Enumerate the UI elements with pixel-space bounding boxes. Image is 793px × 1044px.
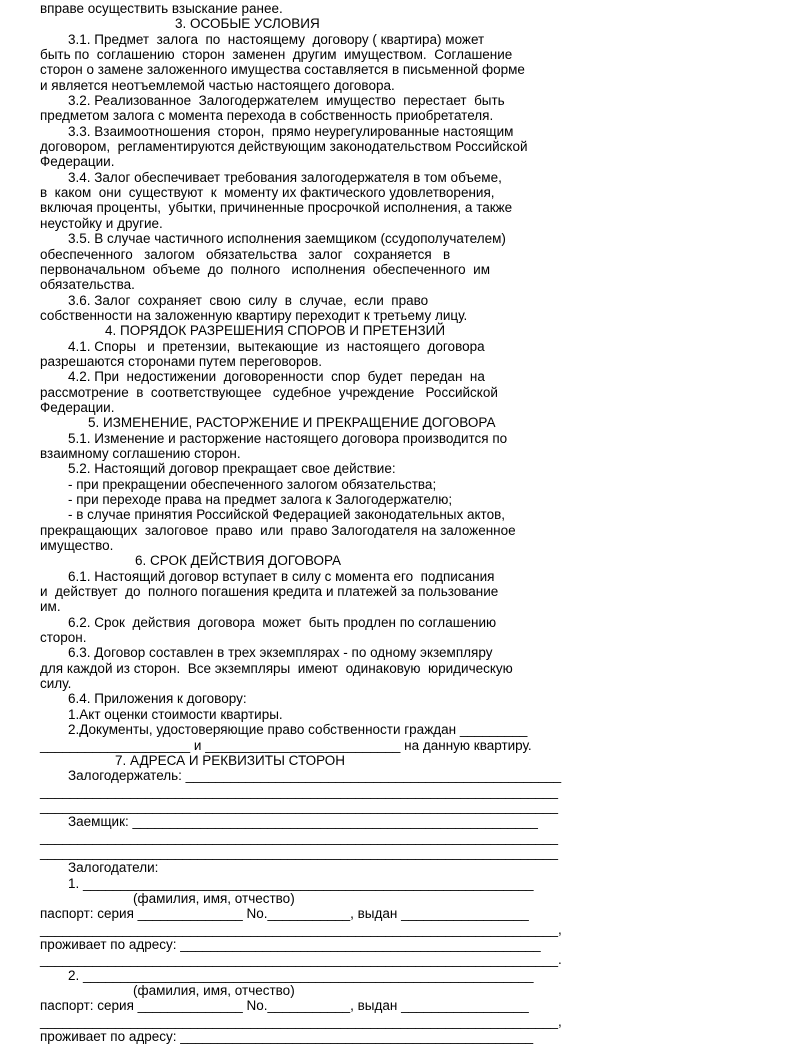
document-line: 6.1. Настоящий договор вступает в силу с момента его подписания: [68, 568, 495, 584]
document-line: включая проценты, убытки, причиненные просрочкой исполнения, а также: [40, 200, 513, 216]
document-line: Федерации.: [40, 399, 115, 415]
document-line: 2.Документы, удостоверяющие право собственности граждан _________: [68, 722, 528, 738]
document-line: договором, регламентируются действующим законодательством Российской: [40, 139, 528, 155]
document-line: 3.4. Залог обеспечивает требования залогодержателя в том объеме,: [68, 169, 502, 185]
document-line: _____________________________________________________________________: [40, 783, 559, 799]
document-line: неустойку и другие.: [40, 215, 163, 231]
document-line: 3.2. Реализованное Залогодержателем имущество перестает быть: [68, 93, 505, 109]
document-line: вправе осуществить взыскание ранее.: [40, 1, 283, 16]
document-line: 5.2. Настоящий договор прекращает свое действие:: [68, 461, 396, 477]
section-heading: 3. ОСОБЫЕ УСЛОВИЯ: [175, 16, 320, 32]
document-line: имущество.: [40, 538, 114, 554]
document-line: в каком они существуют к моменту их фактического удовлетворения,: [40, 185, 495, 201]
document-line: Заемщик: ______________________________________________________: [68, 814, 538, 830]
document-line: _____________________________________________________________________: [40, 829, 559, 845]
document-line: сторон.: [40, 630, 87, 646]
section-heading: 4. ПОРЯДОК РАЗРЕШЕНИЯ СПОРОВ И ПРЕТЕНЗИЙ: [105, 323, 446, 339]
document-line: для каждой из сторон. Все экземпляры имеют одинаковую юридическую: [40, 660, 513, 676]
document-line: собственности на заложенную квартиру переходит к третьему лицу.: [40, 307, 468, 323]
document-line: 3.1. Предмет залога по настоящему договору ( квартира) может: [68, 31, 485, 47]
document-line: прекращающих залоговое право или право Залогодателя на заложенное: [40, 522, 516, 538]
document-line: проживает по адресу: ________________________________________________: [40, 936, 541, 952]
document-line: Залогодержатель: __________________________________________________: [68, 768, 562, 784]
document-line: 3.6. Залог сохраняет свою силу в случае, если право: [68, 292, 429, 308]
document-line: силу.: [40, 676, 72, 692]
document-line: и является неотъемлемой частью настоящего договора.: [40, 77, 395, 93]
section-heading: 6. СРОК ДЕЙСТВИЯ ДОГОВОРА: [135, 553, 342, 569]
document-line: 4.2. При недостижении договоренности спор будет передан на: [68, 369, 485, 385]
document-line: 2. ____________________________________________________________: [68, 967, 534, 983]
document-line: - при прекращении обеспеченного залогом обязательства;: [68, 476, 437, 492]
document-line: 6.4. Приложения к договору:: [68, 691, 247, 707]
document-line: 4.1. Споры и претензии, вытекающие из настоящего договора: [68, 338, 485, 354]
section-heading: 7. АДРЕСА И РЕКВИЗИТЫ СТОРОН: [115, 752, 346, 768]
document-line: - при переходе права на предмет залога к Залогодержателю;: [68, 492, 453, 507]
document-line: _____________________________________________________________________,: [40, 921, 562, 937]
document-line: сторон о замене заложенного имущества составляется в письменной форме: [40, 62, 525, 78]
document-line: ____________________ и __________________________ на данную квартиру.: [40, 737, 532, 753]
document-line: взаимному соглашению сторон.: [40, 445, 241, 461]
document-line: - в случае принятия Российской Федерацией законодательных актов,: [68, 507, 506, 523]
document-line: рассмотрение в соответствующее судебное учреждение Российской: [40, 384, 498, 400]
document-line: обеспеченного залогом обязательства залог сохраняется в: [40, 246, 451, 262]
document-line: 1. ____________________________________________________________: [68, 875, 534, 891]
document-line: 6.2. Срок действия договора может быть продлен по соглашению: [68, 614, 497, 630]
document-line: _____________________________________________________________________: [40, 844, 559, 860]
section-heading: 5. ИЗМЕНЕНИЕ, РАСТОРЖЕНИЕ И ПРЕКРАЩЕНИЕ ДОГОВОРА: [88, 415, 496, 431]
document-line: 1.Акт оценки стоимости квартиры.: [68, 706, 283, 722]
document-line: Федерации.: [40, 154, 115, 170]
document-line: обязательства.: [40, 277, 135, 293]
document-line: предметом залога с момента перехода в собственность приобретателя.: [40, 108, 494, 124]
document-line: (фамилия, имя, отчество): [133, 890, 295, 906]
document-page: [40, 1, 580, 1044]
document-line: первоначальном объеме до полного исполнения обеспеченного им: [40, 261, 490, 277]
document-line: проживает по адресу: _______________________________________________: [40, 1029, 534, 1044]
document-line: _____________________________________________________________________: [40, 798, 559, 814]
document-line: 3.3. Взаимоотношения сторон, прямо неурегулированные настоящим: [68, 123, 514, 139]
document-line: разрешаются сторонами путем переговоров.: [40, 353, 322, 369]
document-line: 5.1. Изменение и расторжение настоящего договора производится по: [68, 430, 508, 446]
document-line: _____________________________________________________________________.: [40, 952, 562, 968]
document-line: паспорт: серия ______________ No.___________, выдан _________________: [40, 998, 529, 1014]
document-line: Залогодатели:: [68, 860, 159, 876]
document-line: 3.5. В случае частичного исполнения заемщиком (ссудополучателем): [68, 231, 506, 247]
document-line: им.: [40, 599, 61, 615]
document-line: паспорт: серия ______________ No.___________, выдан _________________: [40, 906, 529, 922]
document-line: 6.3. Договор составлен в трех экземплярах - по одному экземпляру: [68, 645, 493, 661]
document-line: (фамилия, имя, отчество): [133, 983, 295, 998]
document-line: быть по соглашению сторон заменен другим имуществом. Соглашение: [40, 47, 513, 63]
document-line: _____________________________________________________________________,: [40, 1013, 562, 1029]
document-line: и действует до полного погашения кредита и платежей за пользование: [40, 584, 499, 600]
